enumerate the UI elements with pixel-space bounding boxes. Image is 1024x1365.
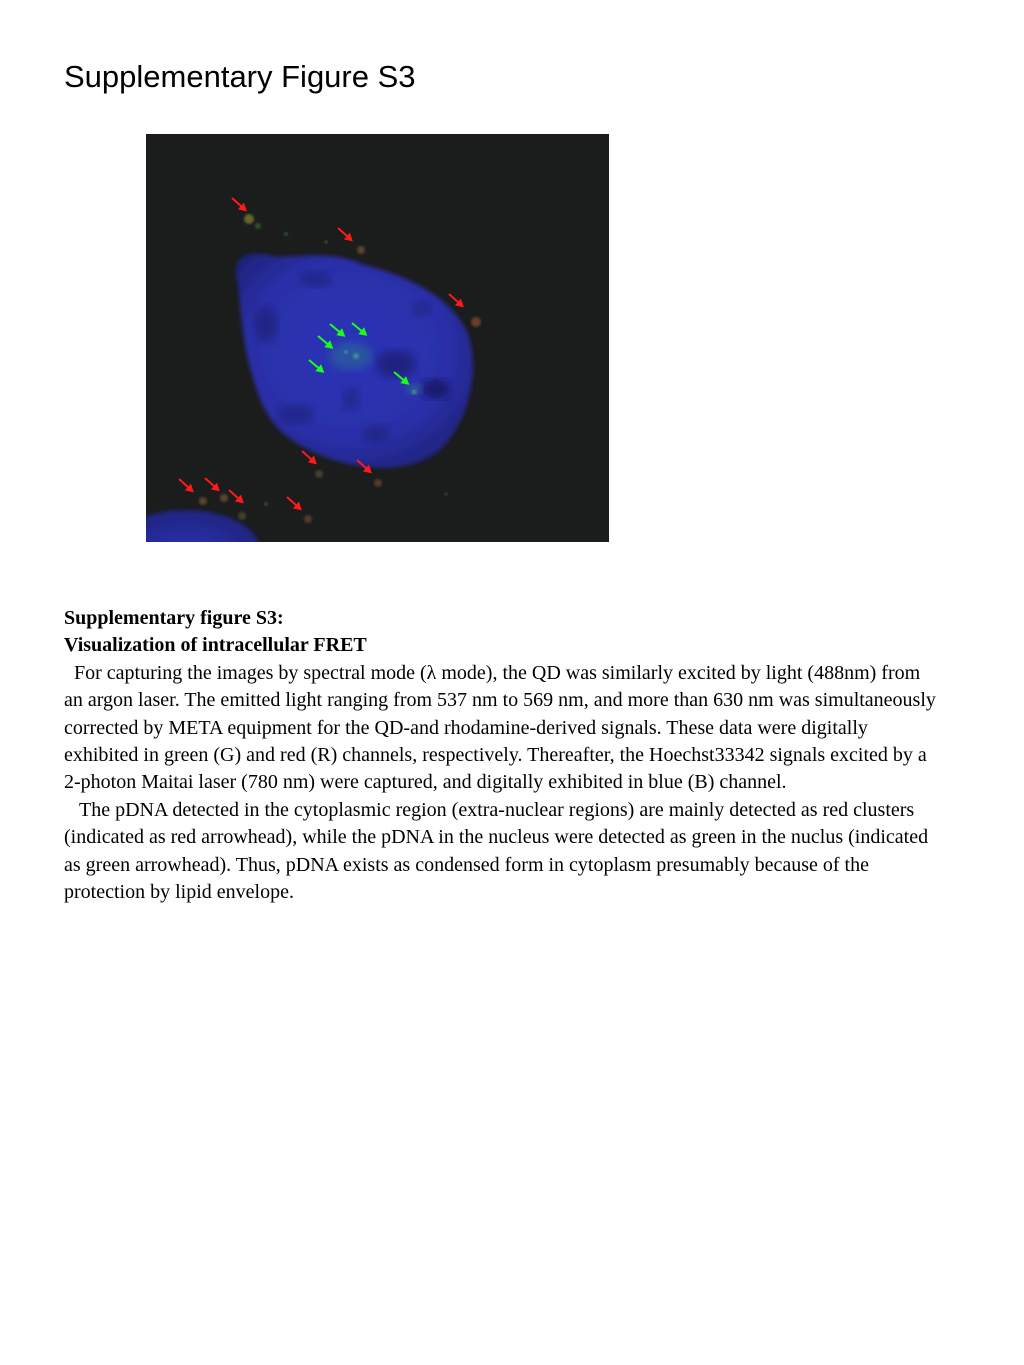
caption-title: Supplementary figure S3: <box>64 607 284 629</box>
caption-subtitle: Visualization of intracellular FRET <box>64 634 367 657</box>
page-title: Supplementary Figure S3 <box>64 59 416 94</box>
micrograph-image <box>146 134 609 542</box>
caption-paragraph: The pDNA detected in the cytoplasmic region (extra-nuclear regions) are mainly detected as red clusters (indicated as red arrowhead), while the pDNA in the nucleus were detected as green in the nuclus (indicated as green arrowhead). Thus, pDNA exists as condensed form in cytoplasm presumably because of the protection by lipid envelope. <box>64 798 929 904</box>
caption-paragraph: For capturing the images by spectral mode (λ mode), the QD was similarly excited by light (488nm) from an argon laser. The emitted light ranging from 537 nm to 569 nm, and more than 630 nm was simultaneously corrected by META equipment for the QD-and rhodamine-derived signals. These data were digitally exhibited in green (G) and red (R) channels, respectively. Thereafter, the Hoechst33342 signals excited by a 2-photon Maitai laser (780 nm) were captured, and digitally exhibited in blue (B) channel. <box>64 661 936 794</box>
figure-caption <box>64 605 944 906</box>
micrograph-figure <box>146 134 609 542</box>
